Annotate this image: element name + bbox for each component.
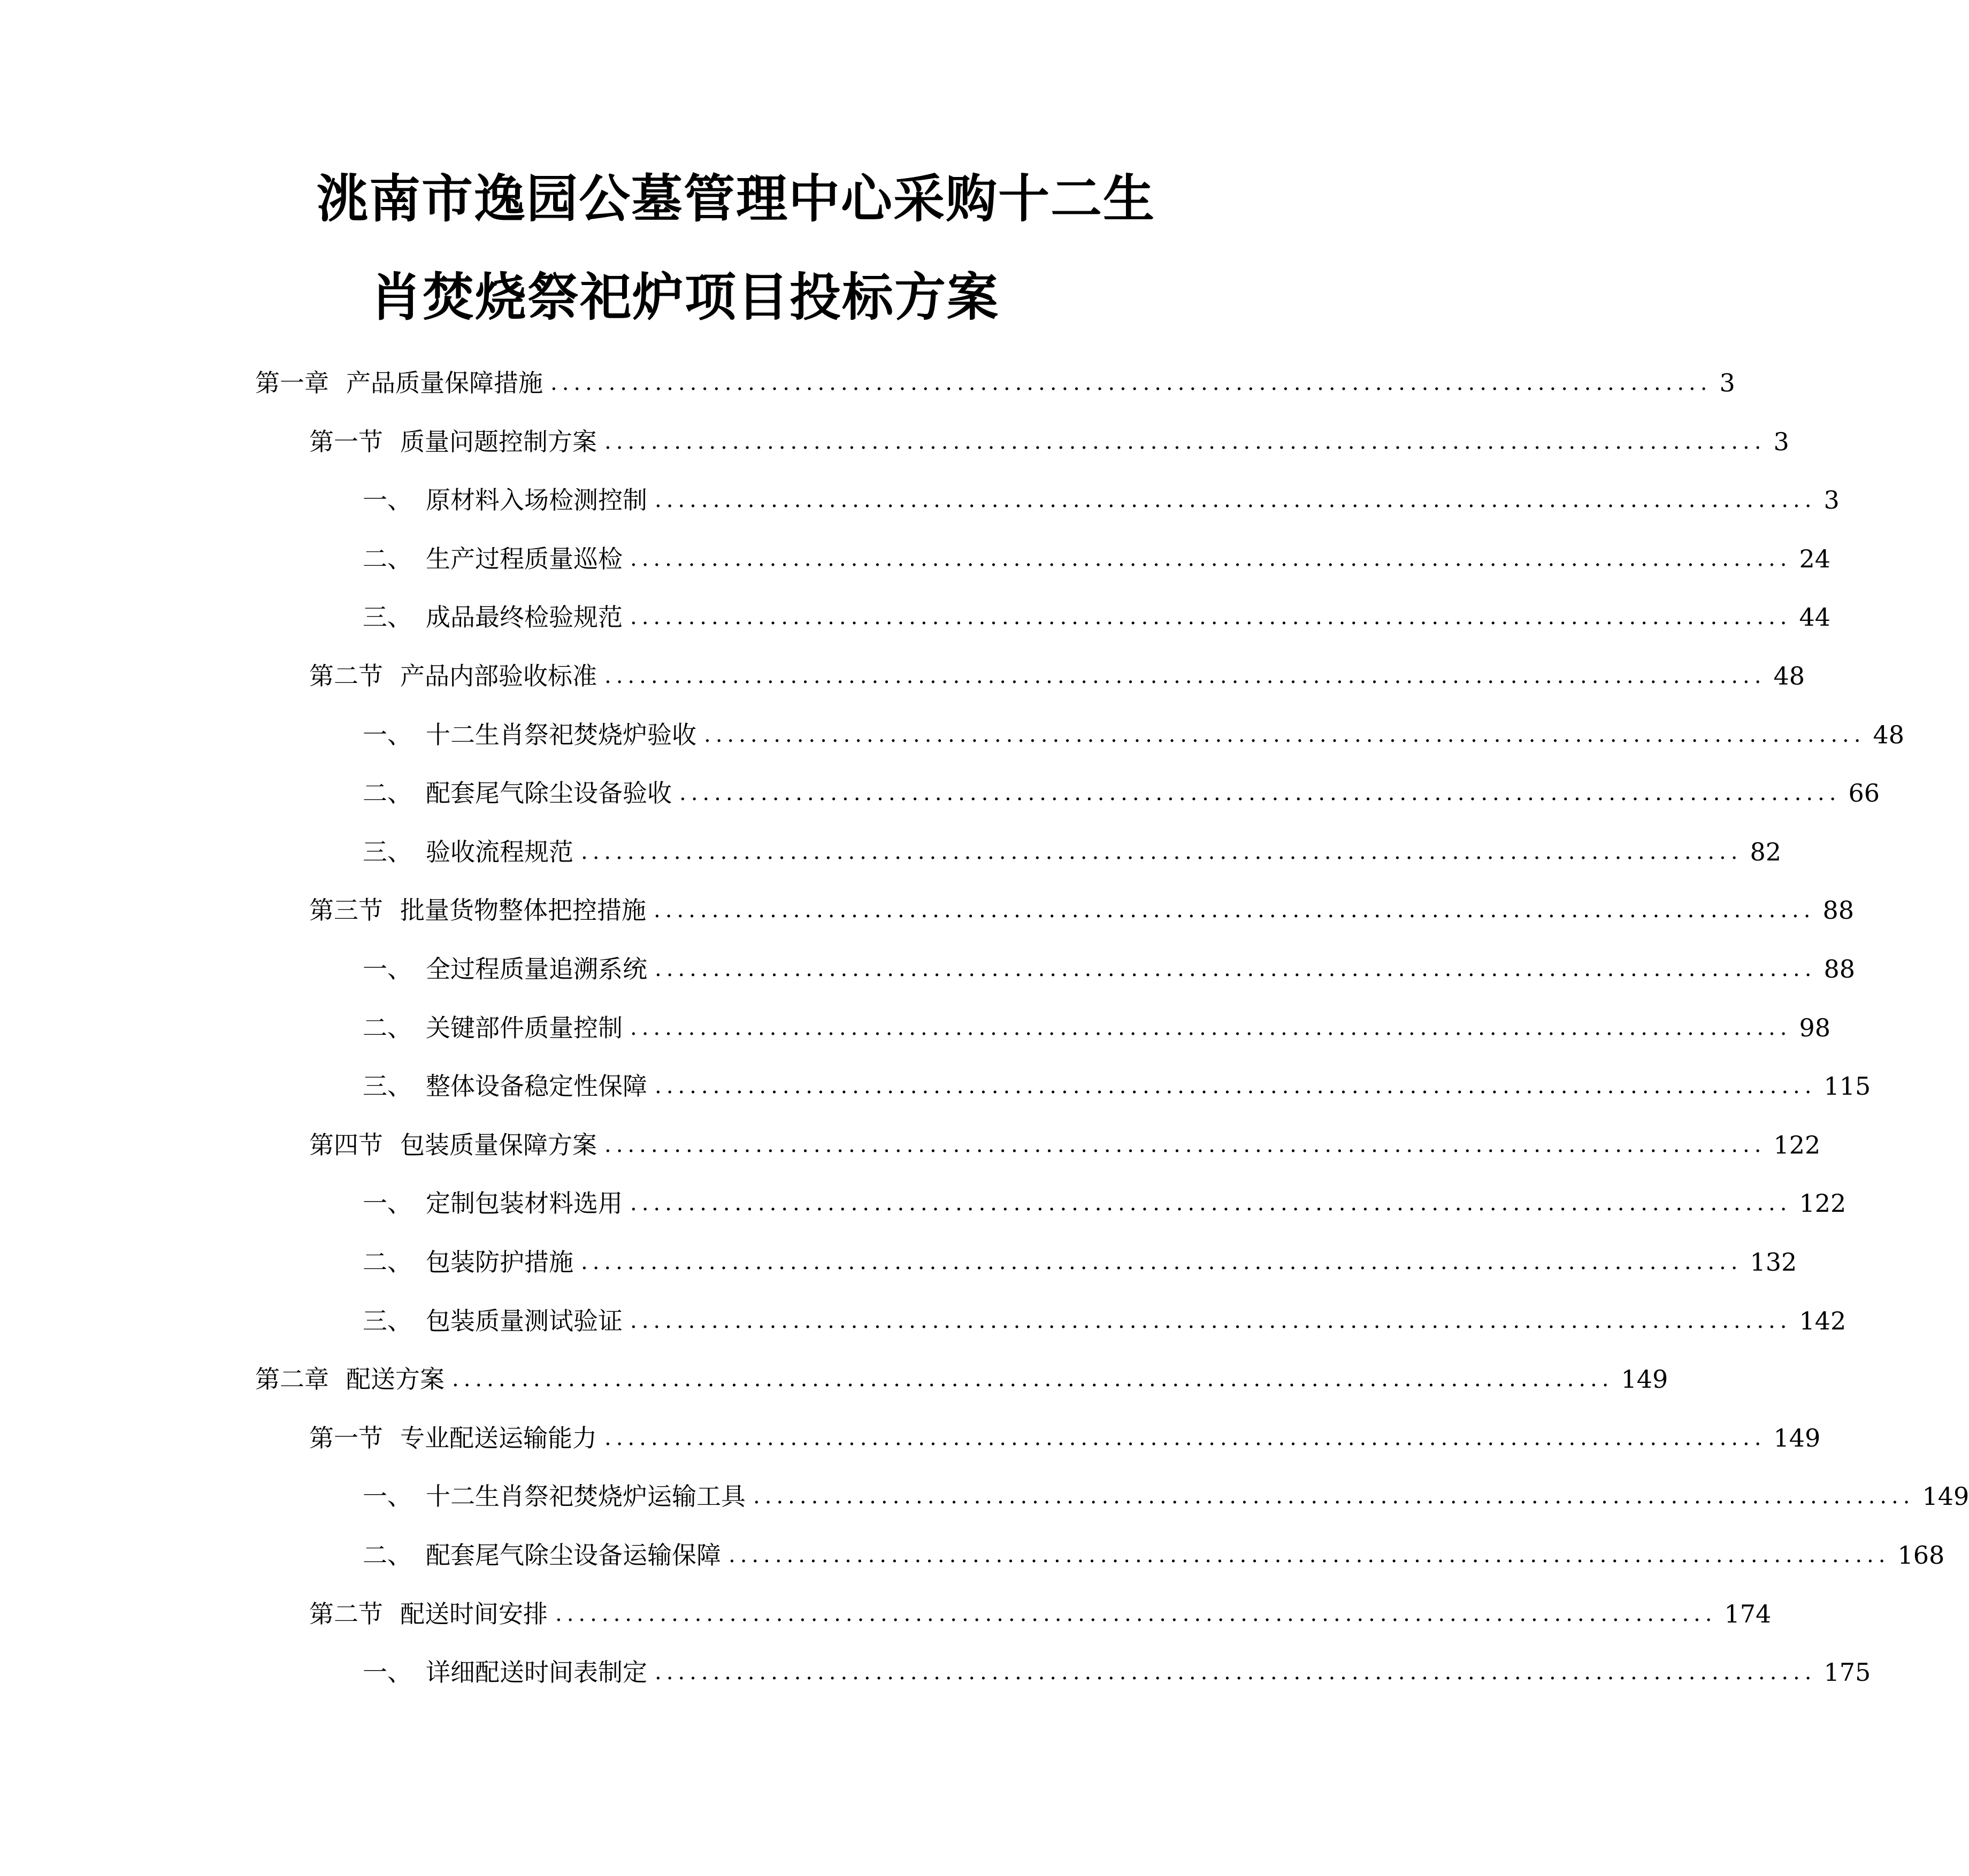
toc-entry[interactable]	[363, 600, 1831, 634]
toc-entry-label	[363, 1660, 647, 1685]
toc-dot-leader: ....................................................................................................	[655, 1074, 1817, 1098]
toc-entry[interactable]	[309, 659, 1805, 693]
toc-dot-leader: ....................................................................................................	[604, 1133, 1766, 1157]
toc-entry[interactable]	[363, 1069, 1871, 1103]
toc-page-number: 149	[1621, 1365, 1668, 1394]
toc-entry-label	[363, 837, 573, 866]
toc-entry-number: 第一章	[255, 368, 329, 397]
toc-entry-number: 二、	[363, 1248, 412, 1277]
toc-entry[interactable]	[255, 1362, 1668, 1396]
toc-entry[interactable]	[363, 542, 1831, 576]
toc-dot-leader: ....................................................................................................	[630, 605, 1792, 629]
toc-entry-number: 二、	[363, 544, 412, 573]
toc-entry-number: 一、	[363, 955, 412, 983]
toc-page-number: 142	[1799, 1306, 1847, 1335]
toc-page-number: 174	[1724, 1600, 1772, 1628]
toc-page-number: 122	[1773, 1131, 1821, 1159]
toc-entry-number: 一、	[363, 486, 412, 514]
toc-entry-label	[363, 1072, 647, 1101]
toc-entry-label	[309, 429, 597, 454]
toc-entry[interactable]	[309, 1128, 1821, 1162]
toc-entry-title: 产品内部验收标准	[400, 662, 597, 690]
toc-entry-label	[255, 1365, 445, 1394]
toc-entry-number: 一、	[363, 720, 412, 749]
toc-page-number: 24	[1799, 544, 1831, 573]
toc-entry[interactable]	[363, 1479, 1969, 1513]
toc-entry-title: 整体设备稳定性保障	[426, 1072, 647, 1101]
toc-dot-leader: ....................................................................................................	[630, 547, 1792, 571]
toc-dot-leader: ....................................................................................................	[654, 898, 1815, 922]
toc-entry-title: 配套尾气除尘设备验收	[426, 779, 672, 808]
toc-dot-leader: ....................................................................................................	[604, 1426, 1766, 1450]
toc-entry[interactable]	[255, 366, 1735, 400]
toc-entry-label	[363, 1013, 623, 1042]
toc-entry-title: 成品最终检验规范	[426, 603, 623, 632]
toc-entry-number: 第三节	[309, 896, 383, 925]
toc-dot-leader: ....................................................................................................	[753, 1484, 1915, 1509]
toc-entry-title: 验收流程规范	[426, 837, 573, 866]
toc-entry-number: 一、	[363, 1189, 412, 1218]
toc-page-number: 66	[1848, 779, 1880, 808]
toc-entry-number: 一、	[363, 1658, 412, 1687]
toc-dot-leader: ....................................................................................................	[550, 371, 1712, 395]
toc-entry-title: 包装防护措施	[426, 1248, 573, 1277]
toc-dot-leader: ....................................................................................................	[679, 781, 1841, 805]
toc-entry-label	[309, 1426, 597, 1450]
toc-dot-leader: ....................................................................................................	[655, 488, 1817, 512]
toc-entry-number: 第四节	[309, 1131, 383, 1159]
toc-entry-label	[363, 1484, 746, 1509]
toc-entry-number: 第二节	[309, 662, 383, 690]
toc-entry[interactable]	[309, 1597, 1772, 1631]
toc-page-number: 122	[1799, 1189, 1847, 1218]
toc-entry-label	[363, 1541, 721, 1570]
toc-entry-label	[363, 1191, 623, 1216]
toc-entry-label	[363, 1248, 573, 1277]
toc-entry-title: 产品质量保障措施	[346, 368, 543, 397]
toc-entry-label	[309, 1602, 548, 1626]
toc-page-number: 88	[1822, 896, 1855, 925]
toc-entry[interactable]	[309, 425, 1789, 459]
toc-entry[interactable]	[363, 952, 1856, 986]
toc-entry-title: 十二生肖祭祀焚烧炉验收	[426, 720, 696, 749]
toc-page-number: 3	[1824, 486, 1840, 514]
toc-page-number: 168	[1897, 1541, 1945, 1570]
toc-entry-number: 二、	[363, 1013, 412, 1042]
toc-dot-leader: ....................................................................................................	[555, 1602, 1717, 1626]
toc-entry[interactable]	[363, 1655, 1871, 1689]
toc-entry-title: 十二生肖祭祀焚烧炉运输工具	[426, 1482, 746, 1511]
toc-page-number: 48	[1773, 662, 1805, 690]
toc-entry[interactable]	[363, 1304, 1847, 1338]
toc-dot-leader: ....................................................................................................	[655, 1660, 1817, 1685]
toc-dot-leader: ....................................................................................................	[655, 957, 1817, 981]
toc-entry-label	[363, 544, 623, 573]
toc-page-number: 88	[1824, 955, 1856, 983]
toc-page-number: 175	[1824, 1658, 1871, 1687]
toc-entry-label	[363, 722, 696, 747]
toc-entry[interactable]	[309, 1421, 1821, 1455]
toc-entry-label	[255, 368, 543, 397]
toc-entry-label	[363, 488, 647, 512]
toc-entry[interactable]	[363, 1245, 1797, 1279]
toc-entry[interactable]	[363, 1186, 1847, 1220]
toc-dot-leader: ....................................................................................................	[604, 429, 1766, 454]
toc-entry[interactable]	[363, 776, 1880, 810]
toc-entry-title: 生产过程质量巡检	[426, 544, 623, 573]
toc-dot-leader: ....................................................................................................	[704, 722, 1866, 747]
toc-entry-number: 一、	[363, 1482, 412, 1511]
document-title-line-1: 洮南市逸园公墓管理中心采购十二生	[317, 169, 1155, 229]
toc-dot-leader: ....................................................................................................	[452, 1367, 1614, 1391]
toc-entry-number: 二、	[363, 1541, 412, 1570]
toc-entry-title: 配送时间安排	[400, 1600, 548, 1628]
toc-page-number: 115	[1824, 1072, 1871, 1101]
toc-dot-leader: ....................................................................................................	[630, 1016, 1792, 1040]
toc-entry-number: 三、	[363, 1072, 412, 1101]
toc-page-number: 149	[1773, 1424, 1821, 1452]
toc-entry-title: 批量货物整体把控措施	[400, 896, 646, 925]
toc-entry-title: 定制包装材料选用	[426, 1189, 623, 1218]
toc-entry-label	[309, 664, 597, 688]
toc-page-number: 3	[1719, 368, 1735, 397]
toc-dot-leader: ....................................................................................................	[729, 1543, 1890, 1567]
toc-entry[interactable]	[363, 835, 1782, 869]
toc-entry-title: 专业配送运输能力	[400, 1424, 597, 1452]
toc-entry-label	[309, 1133, 597, 1157]
toc-entry-title: 配送方案	[346, 1365, 445, 1394]
toc-page-number: 132	[1750, 1248, 1797, 1277]
document-title-line-2: 肖焚烧祭祀炉项目投标方案	[370, 267, 999, 327]
toc-entry-label	[363, 603, 623, 632]
toc-entry-title: 包装质量保障方案	[400, 1131, 597, 1159]
toc-entry-label	[309, 896, 646, 925]
toc-entry-number: 三、	[363, 603, 412, 632]
toc-page-number: 98	[1799, 1013, 1831, 1042]
toc-entry[interactable]	[363, 483, 1840, 517]
toc-entry-title: 包装质量测试验证	[426, 1306, 623, 1335]
toc-page-number: 44	[1799, 603, 1831, 632]
toc-entry-number: 第一节	[309, 1424, 383, 1452]
toc-page-number: 3	[1773, 427, 1789, 456]
toc-entry-number: 第二节	[309, 1600, 383, 1628]
toc-entry-title: 质量问题控制方案	[400, 427, 597, 456]
toc-dot-leader: ....................................................................................................	[581, 1250, 1743, 1274]
toc-page-number: 149	[1922, 1482, 1969, 1511]
toc-entry-number: 第一节	[309, 427, 383, 456]
toc-dot-leader: ....................................................................................................	[604, 664, 1766, 688]
toc-entry-number: 第二章	[255, 1365, 329, 1394]
toc-entry-label	[363, 957, 647, 981]
toc-entry[interactable]	[363, 718, 1905, 752]
toc-entry[interactable]	[309, 893, 1855, 927]
toc-entry-number: 二、	[363, 779, 412, 808]
toc-dot-leader: ....................................................................................................	[630, 1191, 1792, 1216]
toc-entry-title: 配套尾气除尘设备运输保障	[426, 1541, 721, 1570]
toc-entry[interactable]	[363, 1011, 1831, 1045]
toc-entry-title: 原材料入场检测控制	[426, 486, 647, 514]
toc-dot-leader: ....................................................................................................	[630, 1309, 1792, 1333]
toc-page-number: 48	[1873, 720, 1905, 749]
toc-entry-title: 全过程质量追溯系统	[426, 955, 647, 983]
toc-dot-leader: ....................................................................................................	[581, 840, 1743, 864]
toc-entry-label	[363, 1306, 623, 1335]
toc-entry-label	[363, 779, 672, 808]
toc-entry-number: 三、	[363, 837, 412, 866]
toc-entry-title: 详细配送时间表制定	[426, 1658, 647, 1687]
toc-page-number: 82	[1750, 837, 1782, 866]
toc-entry-title: 关键部件质量控制	[426, 1013, 623, 1042]
toc-entry-number: 三、	[363, 1306, 412, 1335]
toc-entry[interactable]	[363, 1538, 1945, 1572]
